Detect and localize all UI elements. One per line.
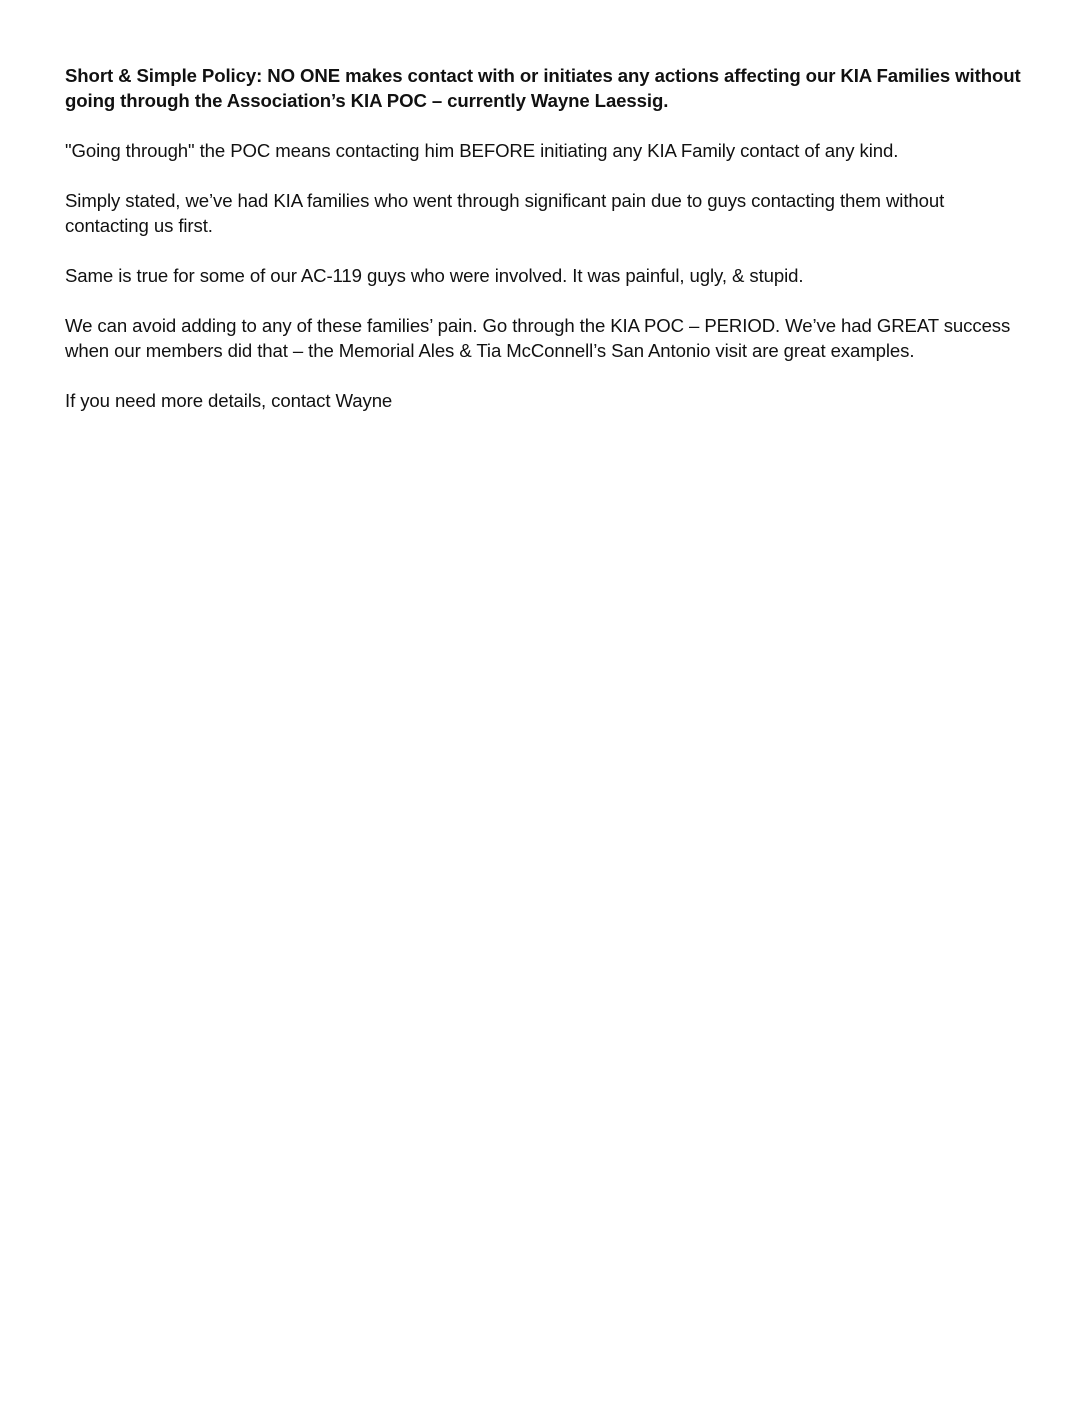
document-body — [65, 63, 1025, 438]
paragraph-going-through: "Going through" the POC means contacting him BEFORE initiating any KIA Family contact of any kind. — [65, 140, 899, 161]
paragraph-avoid-pain: We can avoid adding to any of these families’ pain. Go through the KIA POC – PERIOD. We’ve had GREAT success when our members did that – the Memorial Ales & Tia McConnell’s San Antonio visit are great examples. — [65, 315, 1011, 361]
paragraph-contact-wayne: If you need more details, contact Wayne — [65, 390, 393, 411]
policy-heading: Short & Simple Policy: NO ONE makes contact with or initiates any actions affecting our KIA Families without going through the Association’s KIA POC – currently Wayne Laessig. — [65, 65, 1021, 111]
paragraph-ac119: Same is true for some of our AC-119 guys who were involved. It was painful, ugly, & stupid. — [65, 265, 804, 286]
paragraph-simply-stated: Simply stated, we’ve had KIA families who went through significant pain due to guys contacting them without contacting us first. — [65, 190, 945, 236]
